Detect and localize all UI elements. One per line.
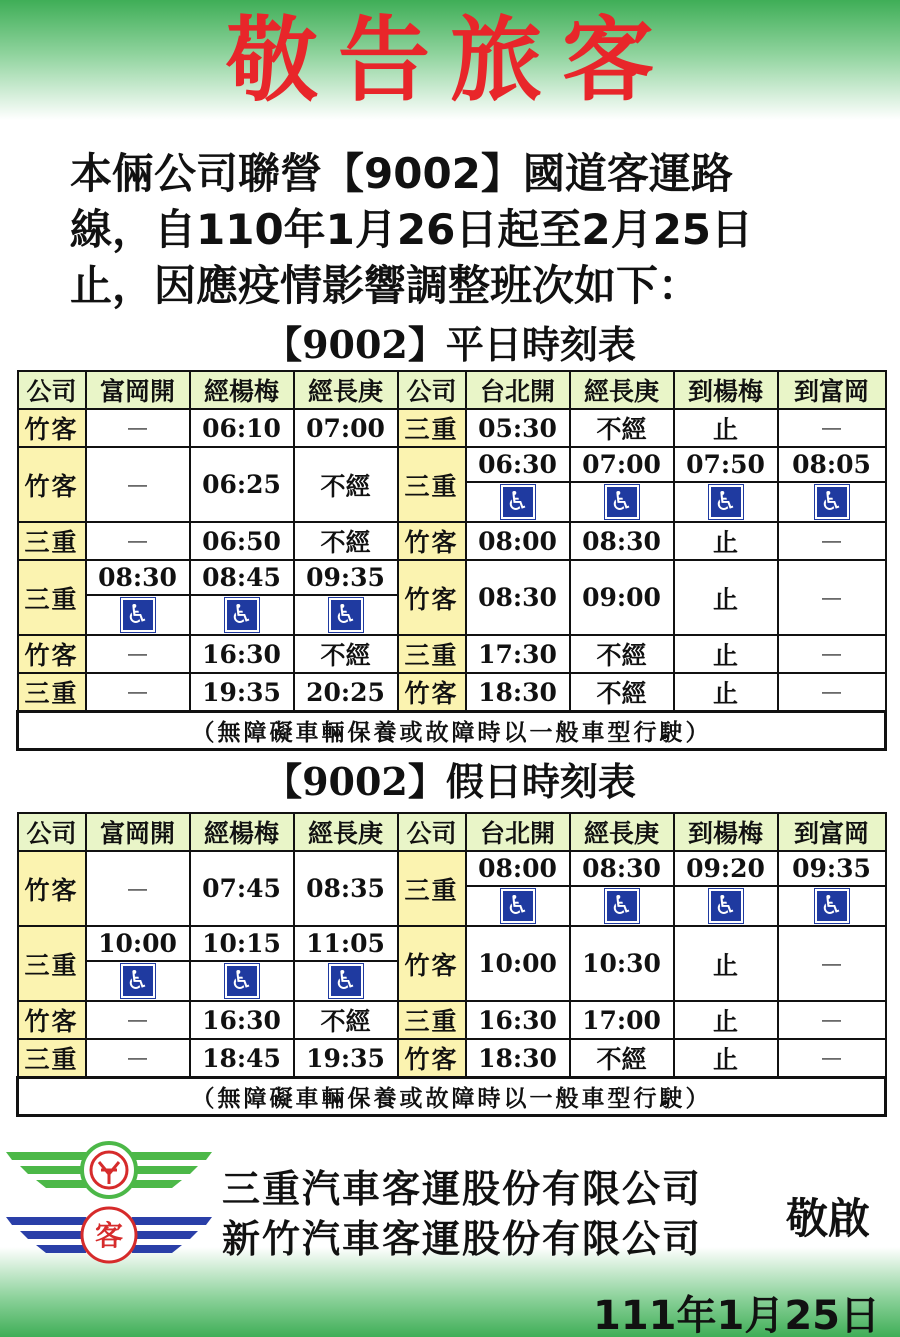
time-cell: － <box>86 522 190 560</box>
header-via-changgung: 經長庚 <box>570 371 674 409</box>
header-depart-fugang: 富岡開 <box>86 371 190 409</box>
time-cell: 16:30 <box>190 635 294 673</box>
header-company: 公司 <box>398 371 466 409</box>
table-row <box>18 926 886 961</box>
time-cell: 08:00 <box>466 851 570 886</box>
time-cell: 18:30 <box>466 673 570 712</box>
holiday-table-title: 【9002】假日時刻表 <box>264 759 636 804</box>
time-cell: 不經 <box>570 635 674 673</box>
closing-text: 敬啟 <box>786 1194 871 1243</box>
company-cell: 三重 <box>398 409 466 447</box>
company-cell: 竹客 <box>18 851 86 926</box>
time-cell: 不經 <box>294 1001 398 1039</box>
header-to-fugang: 到富岡 <box>778 813 886 851</box>
company-cell: 三重 <box>398 447 466 522</box>
time-cell: － <box>86 409 190 447</box>
company-name-hsinchu: 新竹汽車客運股份有限公司 <box>222 1217 703 1261</box>
time-cell: 08:45 <box>190 560 294 595</box>
time-cell: 止 <box>674 926 778 1001</box>
company-cell: 三重 <box>398 635 466 673</box>
weekday-table-title: 【9002】平日時刻表 <box>264 322 636 367</box>
header-depart-taipei: 台北開 <box>466 371 570 409</box>
time-cell: 10:15 <box>190 926 294 961</box>
time-cell: － <box>778 522 886 560</box>
time-cell: 10:00 <box>466 926 570 1001</box>
wheelchair-accessible-icon: ♿ <box>225 964 259 998</box>
time-cell: 08:30 <box>86 560 190 595</box>
time-cell: － <box>778 1039 886 1078</box>
time-cell: 20:25 <box>294 673 398 712</box>
company-cell: 三重 <box>18 1039 86 1078</box>
table-row <box>18 522 886 560</box>
wheelchair-accessible-icon: ♿ <box>605 485 639 519</box>
wheelchair-accessible-icon: ♿ <box>709 889 743 923</box>
time-cell: 07:00 <box>294 409 398 447</box>
time-cell: 17:00 <box>570 1001 674 1039</box>
time-cell: － <box>86 635 190 673</box>
company-cell: 竹客 <box>18 635 86 673</box>
time-cell: 08:30 <box>570 522 674 560</box>
company-cell: 竹客 <box>398 522 466 560</box>
company-cell: 三重 <box>398 851 466 926</box>
hsinchu-bus-logo <box>6 1205 212 1265</box>
wheelchair-accessible-icon: ♿ <box>815 485 849 519</box>
wheelchair-accessible-icon: ♿ <box>121 598 155 632</box>
company-cell: 三重 <box>18 926 86 1001</box>
note-row <box>18 712 886 750</box>
time-cell: 09:00 <box>570 560 674 635</box>
company-cell: 竹客 <box>18 409 86 447</box>
time-cell: 不經 <box>570 673 674 712</box>
time-cell: － <box>778 926 886 1001</box>
company-cell: 三重 <box>398 1001 466 1039</box>
time-cell: 08:00 <box>466 522 570 560</box>
time-cell: 05:30 <box>466 409 570 447</box>
header-via-changgung: 經長庚 <box>294 813 398 851</box>
notice-line: 本倆公司聯營【9002】國道客運路 <box>70 149 733 198</box>
time-cell: 08:30 <box>466 560 570 635</box>
company-cell: 竹客 <box>398 560 466 635</box>
sanchong-bus-logo <box>6 1140 212 1200</box>
time-cell: 11:05 <box>294 926 398 961</box>
time-cell: 08:05 <box>778 447 886 482</box>
time-cell: － <box>86 1001 190 1039</box>
time-cell: 18:45 <box>190 1039 294 1078</box>
weekday-schedule-table <box>16 370 887 751</box>
header-company: 公司 <box>18 813 86 851</box>
time-cell: － <box>778 673 886 712</box>
time-cell: 止 <box>674 1039 778 1078</box>
wheelchair-accessible-icon: ♿ <box>815 889 849 923</box>
accessibility-note: （無障礙車輛保養或故障時以一般車型行駛） <box>18 1078 886 1116</box>
time-cell: － <box>778 635 886 673</box>
company-cell: 竹客 <box>398 1039 466 1078</box>
table-row <box>18 635 886 673</box>
time-cell: － <box>778 409 886 447</box>
wheelchair-accessible-icon: ♿ <box>605 889 639 923</box>
time-cell: 06:50 <box>190 522 294 560</box>
header-via-changgung: 經長庚 <box>294 371 398 409</box>
time-cell: 不經 <box>570 409 674 447</box>
time-cell: 不經 <box>294 447 398 522</box>
time-cell: 止 <box>674 522 778 560</box>
company-cell: 竹客 <box>18 1001 86 1039</box>
company-cell: 三重 <box>18 560 86 635</box>
company-cell: 三重 <box>18 673 86 712</box>
time-cell: 18:30 <box>466 1039 570 1078</box>
table-row <box>18 1001 886 1039</box>
time-cell: 09:35 <box>778 851 886 886</box>
header-to-yangmei: 到楊梅 <box>674 371 778 409</box>
table-header-row <box>18 813 886 851</box>
wheelchair-accessible-icon: ♿ <box>329 598 363 632</box>
time-cell: 止 <box>674 1001 778 1039</box>
note-row <box>18 1078 886 1116</box>
time-cell: 07:45 <box>190 851 294 926</box>
header-to-fugang: 到富岡 <box>778 371 886 409</box>
holiday-schedule-table <box>16 812 887 1117</box>
time-cell: 08:35 <box>294 851 398 926</box>
company-name-sanchong: 三重汽車客運股份有限公司 <box>222 1167 703 1211</box>
time-cell: 07:50 <box>674 447 778 482</box>
table-row <box>18 409 886 447</box>
time-cell: 止 <box>674 560 778 635</box>
time-cell: 07:00 <box>570 447 674 482</box>
header-to-yangmei: 到楊梅 <box>674 813 778 851</box>
time-cell: － <box>86 673 190 712</box>
notice-line: 止，因應疫情影響調整班次如下： <box>70 261 701 310</box>
time-cell: 06:30 <box>466 447 570 482</box>
time-cell: 09:20 <box>674 851 778 886</box>
table-row <box>18 1039 886 1078</box>
company-cell: 竹客 <box>18 447 86 522</box>
time-cell: － <box>86 851 190 926</box>
time-cell: 止 <box>674 635 778 673</box>
logo-glyph: 客 <box>94 1219 124 1252</box>
time-cell: 16:30 <box>466 1001 570 1039</box>
company-cell: 竹客 <box>398 673 466 712</box>
accessibility-note: （無障礙車輛保養或故障時以一般車型行駛） <box>18 712 886 750</box>
header-depart-fugang: 富岡開 <box>86 813 190 851</box>
time-cell: 09:35 <box>294 560 398 595</box>
time-cell: 10:30 <box>570 926 674 1001</box>
time-cell: 10:00 <box>86 926 190 961</box>
time-cell: 06:10 <box>190 409 294 447</box>
time-cell: 08:30 <box>570 851 674 886</box>
time-cell: 止 <box>674 409 778 447</box>
header-via-yangmei: 經楊梅 <box>190 371 294 409</box>
time-cell: 不經 <box>570 1039 674 1078</box>
table-header-row <box>18 371 886 409</box>
table-row <box>18 673 886 712</box>
time-cell: 19:35 <box>190 673 294 712</box>
table-row <box>18 851 886 886</box>
notice-text <box>70 146 850 314</box>
time-cell: 止 <box>674 673 778 712</box>
time-cell: － <box>86 1039 190 1078</box>
time-cell: － <box>778 560 886 635</box>
time-cell: － <box>778 1001 886 1039</box>
table-row <box>18 447 886 482</box>
company-cell: 竹客 <box>398 926 466 1001</box>
header-depart-taipei: 台北開 <box>466 813 570 851</box>
time-cell: － <box>86 447 190 522</box>
time-cell: 不經 <box>294 635 398 673</box>
time-cell: 06:25 <box>190 447 294 522</box>
time-cell: 19:35 <box>294 1039 398 1078</box>
wheelchair-accessible-icon: ♿ <box>329 964 363 998</box>
time-cell: 17:30 <box>466 635 570 673</box>
company-cell: 三重 <box>18 522 86 560</box>
time-cell: 不經 <box>294 522 398 560</box>
notice-title: 敬告旅客 <box>225 7 674 114</box>
header-company: 公司 <box>18 371 86 409</box>
header-via-changgung: 經長庚 <box>570 813 674 851</box>
wheelchair-accessible-icon: ♿ <box>501 485 535 519</box>
time-cell: 16:30 <box>190 1001 294 1039</box>
table-row <box>18 560 886 595</box>
wheelchair-accessible-icon: ♿ <box>121 964 155 998</box>
header-company: 公司 <box>398 813 466 851</box>
notice-date: 111年1月25日 <box>593 1293 880 1337</box>
wheelchair-accessible-icon: ♿ <box>501 889 535 923</box>
notice-line: 線，自110年1月26日起至2月25日 <box>70 205 754 254</box>
wheelchair-accessible-icon: ♿ <box>709 485 743 519</box>
wheelchair-accessible-icon: ♿ <box>225 598 259 632</box>
header-via-yangmei: 經楊梅 <box>190 813 294 851</box>
